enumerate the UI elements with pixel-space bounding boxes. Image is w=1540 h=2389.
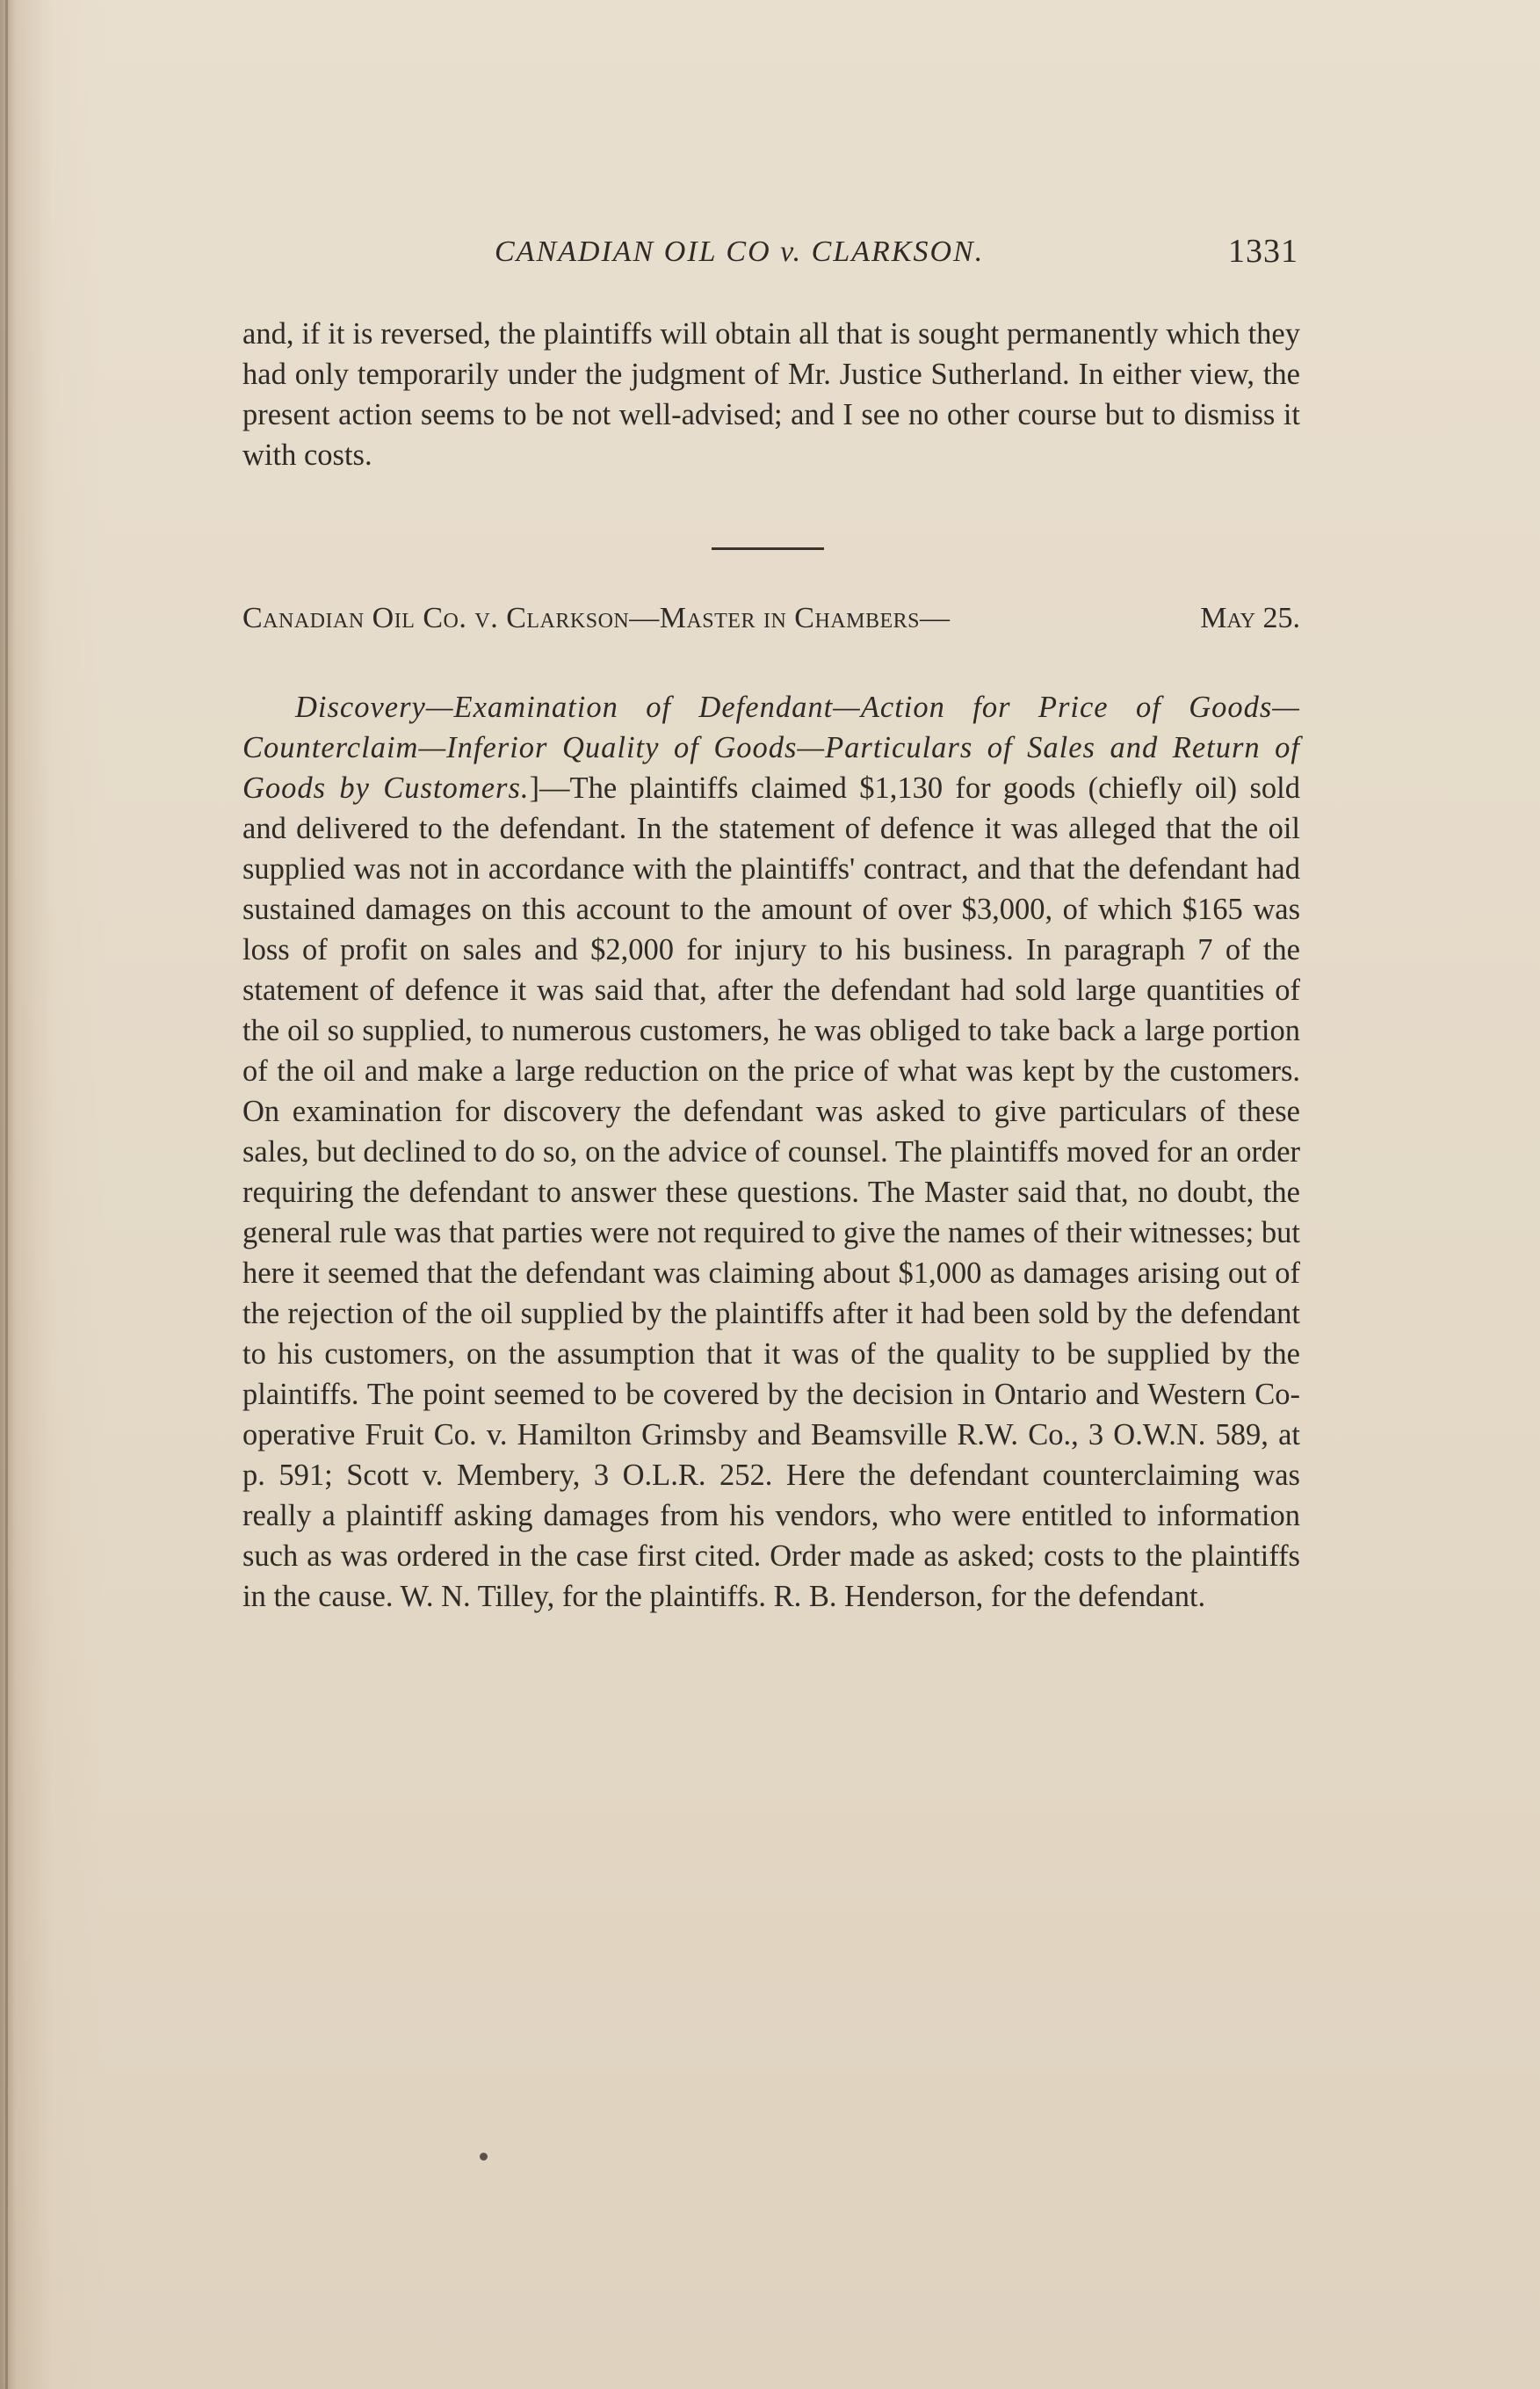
page-number: 1331 bbox=[1228, 233, 1298, 270]
ink-speck bbox=[480, 2153, 488, 2161]
binding-shadow bbox=[5, 0, 8, 2389]
running-title: CANADIAN OIL CO v. CLARKSON. bbox=[495, 235, 985, 268]
section-divider bbox=[712, 547, 824, 550]
headnote: Discovery—Examination of Defendant—Action for Price of Goods—Counterclaim—Inferior Quality of Goods—Particulars of Sales and Return of Goods by Customers. bbox=[242, 691, 1300, 805]
case-heading bbox=[242, 602, 1300, 635]
case-heading-title: Canadian Oil Co. v. Clarkson—Master in Chambers— bbox=[242, 602, 951, 634]
case-heading-date: May 25. bbox=[1200, 602, 1300, 634]
case-body: ]—The plaintiffs claimed $1,130 for goods (chiefly oil) sold and delivered to the defendant. In the statement of defence it was alleged that the oil supplied was not in accordance with the plaintiffs' contract, and that the defendant had sustained damages on this account to the amount of over $3,000, of which $165 was loss of profit on sales and $2,000 for injury to his business. In paragraph 7 of the statement of defence it was said that, after the defendant had sold large quantities of the oil so supplied, to numerous customers, he was obliged to take back a large portion of the oil and make a large reduction on the price of what was kept by the customers. On examination for discovery the defendant was asked to give particulars of these sales, but declined to do so, on the advice of counsel. The plaintiffs moved for an order requiring the defendant to answer these questions. The Master said that, no doubt, the general rule was that parties were not required to give the names of their witnesses; but here it seemed that the defendant was claiming about $1,000 as damages arising out of the rejection of the oil supplied by the plaintiffs after it had been sold by the defendant to his customers, on the assumption that it was of the quality to be supplied by the plaintiffs. The point seemed to be covered by the decision in Ontario and Western Co-operative Fruit Co. v. Hamilton Grimsby and Beamsville R.W. Co., 3 O.W.N. 589, at p. 591; Scott v. Membery, 3 O.L.R. 252. Here the defendant counterclaiming was really a plaintiff asking damages from his vendors, who were entitled to information such as was ordered in the case first cited. Order made as asked; costs to the plaintiffs in the cause. W. N. Tilley, for the plaintiffs. R. B. Henderson, for the defendant. bbox=[242, 771, 1300, 1613]
running-head bbox=[235, 235, 1298, 279]
case-report-paragraph bbox=[242, 687, 1300, 1617]
continuation-paragraph: and, if it is reversed, the plaintiffs will obtain all that is sought permanently which they had only temporarily under the judgment of Mr. Justice Sutherland. In either view, the present action seems to be not well-advised; and I see no other course but to dismiss it with costs. bbox=[242, 317, 1300, 472]
